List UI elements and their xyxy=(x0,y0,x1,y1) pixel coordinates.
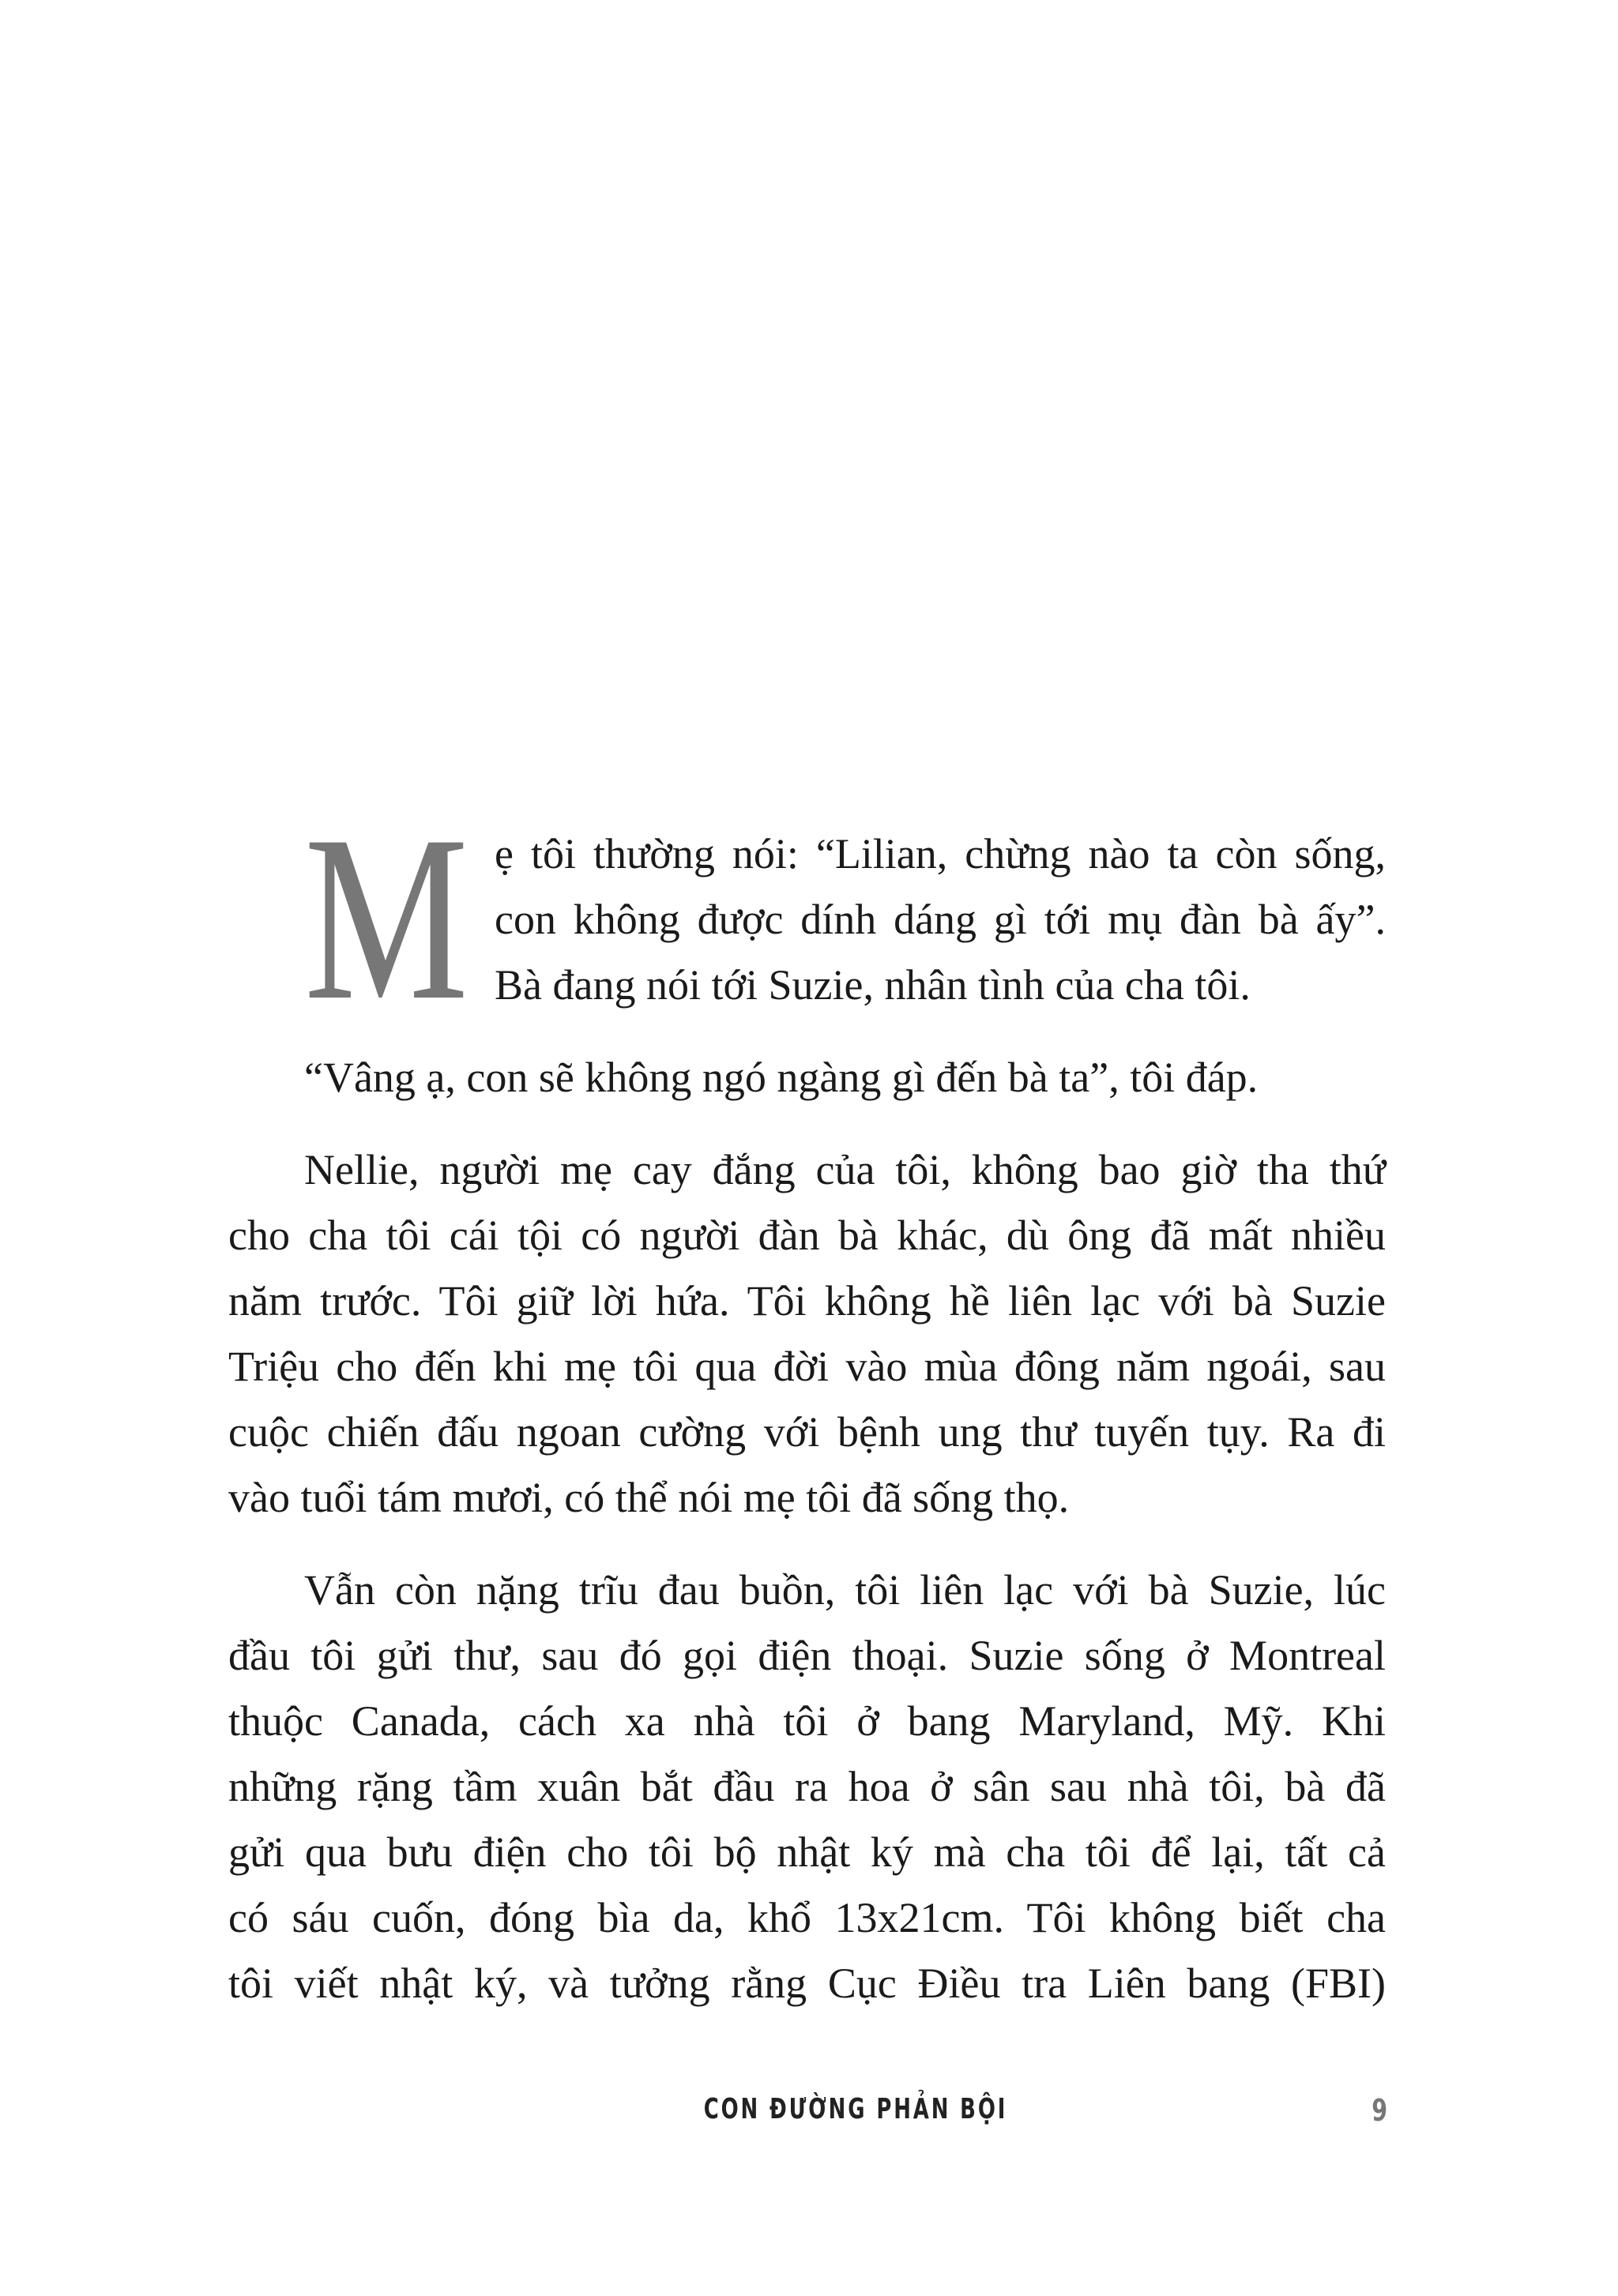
text-line: “Vâng ạ, con sẽ không ngó ngàng gì đến bà ta”, tôi đáp. xyxy=(304,1054,1259,1101)
text-line: cuộc chiến đấu ngoan cường với bệnh ung thư tuyến tụy. Ra đi xyxy=(228,1408,1386,1456)
text-line: cho cha tôi cái tội có người đàn bà khác, dù ông đã mất nhiều xyxy=(228,1212,1386,1259)
paragraph-3 xyxy=(228,1137,1386,1531)
paragraph-1 xyxy=(228,787,1386,1049)
paragraph-2 xyxy=(228,1045,1386,1110)
footer-book-title: CON ĐƯỜNG PHẢN BỘI xyxy=(703,2093,1008,2125)
text-line: đầu tôi gửi thư, sau đó gọi điện thoại. Suzie sống ở Montreal xyxy=(228,1632,1386,1679)
text-line: Bà đang nói tới Suzie, nhân tình của cha tôi. xyxy=(495,961,1251,1009)
text-line: những rặng tầm xuân bắt đầu ra hoa ở sân sau nhà tôi, bà đã xyxy=(228,1763,1386,1810)
text-line: Vẫn còn nặng trĩu đau buồn, tôi liên lạc với bà Suzie, lúc xyxy=(304,1566,1386,1614)
text-line: có sáu cuốn, đóng bìa da, khổ 13x21cm. Tôi không biết cha xyxy=(228,1894,1386,1941)
drop-cap: M xyxy=(304,787,469,1049)
page-number: 9 xyxy=(1372,2093,1388,2128)
text-line: gửi qua bưu điện cho tôi bộ nhật ký mà cha tôi để lại, tất cả xyxy=(228,1828,1386,1876)
text-line: Nellie, người mẹ cay đắng của tôi, không bao giờ tha thứ xyxy=(304,1146,1386,1193)
text-line: Triệu cho đến khi mẹ tôi qua đời vào mùa đông năm ngoái, sau xyxy=(228,1343,1386,1390)
paragraph-4 xyxy=(228,1558,1386,2016)
text-line: vào tuổi tám mươi, có thể nói mẹ tôi đã sống thọ. xyxy=(228,1474,1070,1521)
text-line: ẹ tôi thường nói: “Lilian, chừng nào ta còn sống, xyxy=(495,830,1386,877)
text-line: con không được dính dáng gì tới mụ đàn bà ấy”. xyxy=(495,896,1386,943)
text-line: tôi viết nhật ký, và tưởng rằng Cục Điều tra Liên bang (FBI) xyxy=(228,1960,1386,2007)
text-line: thuộc Canada, cách xa nhà tôi ở bang Maryland, Mỹ. Khi xyxy=(228,1697,1386,1745)
body-text xyxy=(228,787,1386,2043)
text-line: năm trước. Tôi giữ lời hứa. Tôi không hề liên lạc với bà Suzie xyxy=(228,1277,1386,1325)
